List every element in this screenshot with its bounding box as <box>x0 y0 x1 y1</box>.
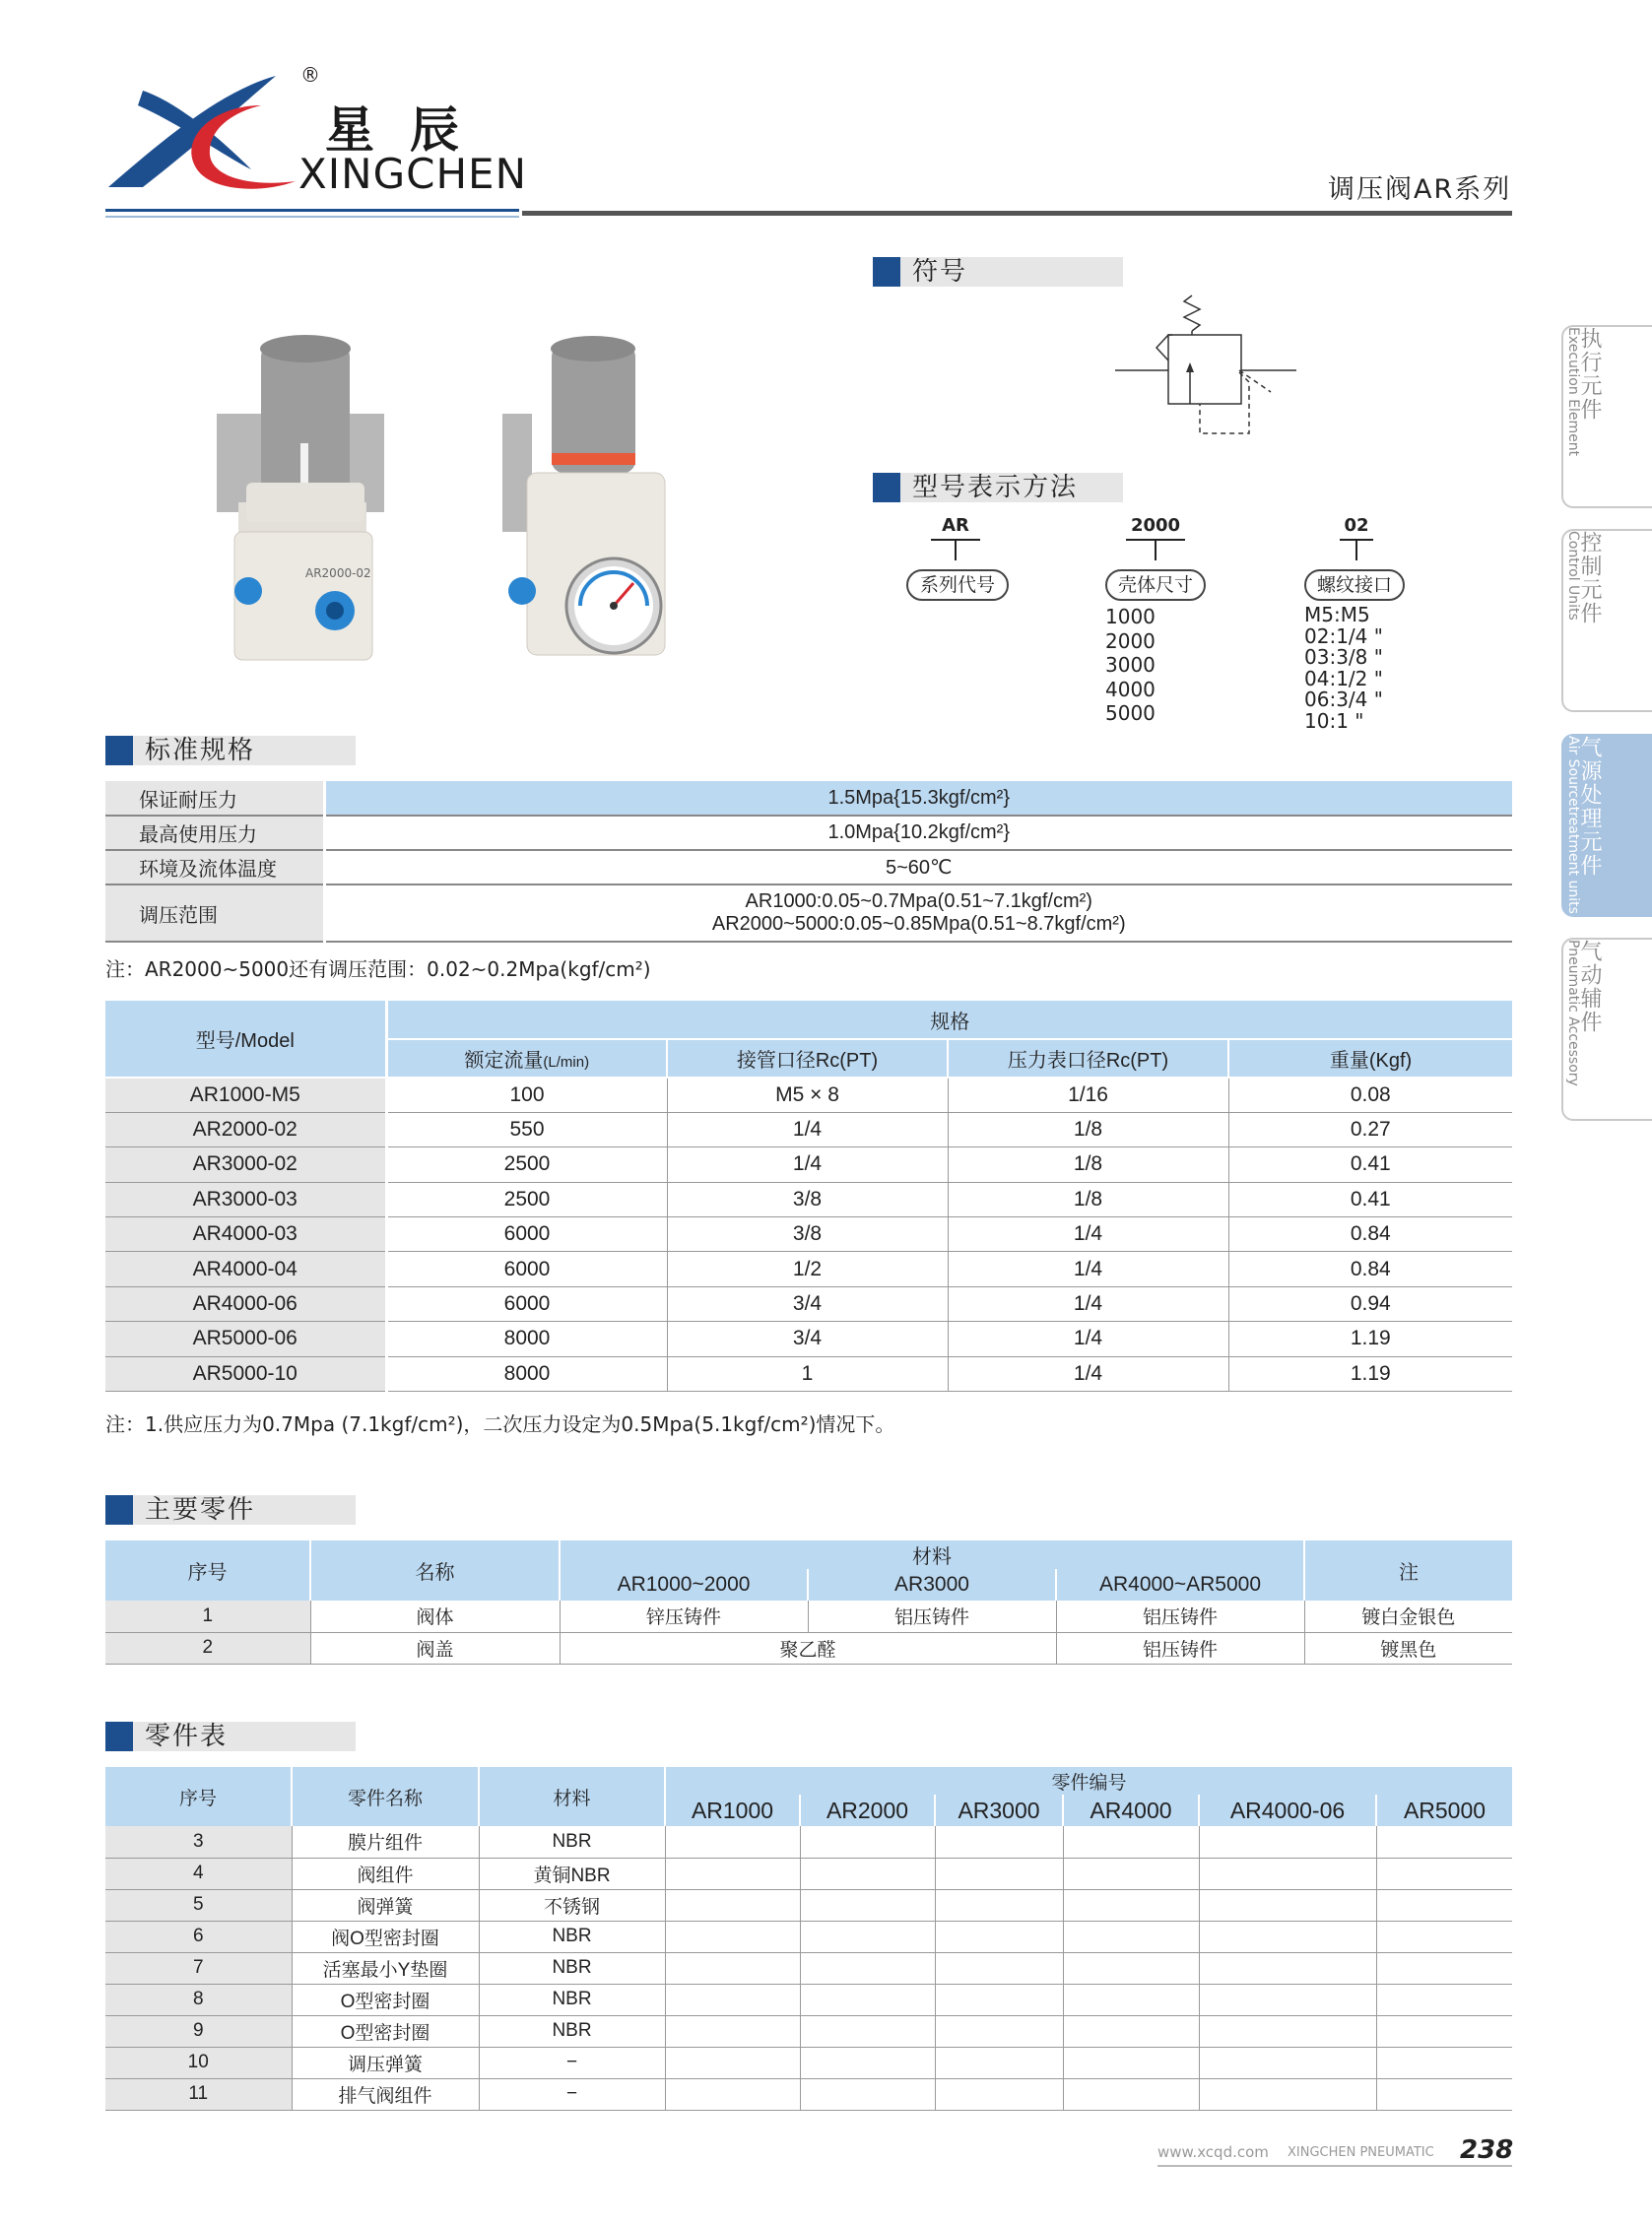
col-header-flow <box>386 1039 667 1078</box>
cell-part-no <box>935 1858 1063 1889</box>
section-header-spec <box>105 736 356 765</box>
cell-part-no <box>1199 1921 1376 1952</box>
product-image-regulator-bracket <box>187 325 414 670</box>
side-tab-label-en: Control Units <box>1565 531 1581 621</box>
option: M5:M5 <box>1304 603 1370 626</box>
section-header-symbol <box>873 257 1123 287</box>
header-rule <box>105 209 519 212</box>
section-marker <box>105 1495 133 1525</box>
cell-weight: 0.27 <box>1228 1112 1512 1146</box>
table-row <box>105 1147 1512 1182</box>
cell-part-no <box>800 2015 935 2047</box>
cell-part-no <box>1063 1858 1199 1889</box>
option: 1000 <box>1105 605 1156 628</box>
cell-no: 6 <box>105 1921 292 1952</box>
cell-gauge: 1/8 <box>948 1182 1228 1216</box>
cell-part-no <box>800 1984 935 2015</box>
col-header-name: 名称 <box>310 1540 560 1601</box>
section-title: 型号表示方法 <box>912 473 1079 502</box>
cell-port: 3/8 <box>667 1182 948 1216</box>
cell-part-no <box>1376 2015 1512 2047</box>
flow-label: 额定流量 <box>464 1050 544 1072</box>
cell-name: 阀弹簧 <box>292 1889 479 1921</box>
spec-table <box>105 781 1512 943</box>
col-header-name: 零件名称 <box>292 1767 479 1826</box>
cell-part-no <box>1199 1826 1376 1858</box>
cell-part-no <box>1199 2015 1376 2047</box>
cell-part-no <box>1199 2078 1376 2110</box>
col-header-material: 材料 <box>560 1540 1304 1569</box>
section-marker <box>873 473 900 502</box>
side-tab-label: 气源处理元件 <box>1577 736 1602 878</box>
table-row <box>105 1858 1512 1889</box>
cell-part-no <box>665 1921 800 1952</box>
footer-company: XINGCHEN PNEUMATIC <box>1288 2145 1434 2160</box>
cell-part-no <box>935 2015 1063 2047</box>
cell-weight: 0.84 <box>1228 1252 1512 1286</box>
cell-gauge: 1/4 <box>948 1217 1228 1252</box>
table-row <box>105 781 1512 816</box>
cell-part-no <box>1063 1889 1199 1921</box>
model-code-thread-options <box>1304 605 1383 732</box>
table-row <box>105 2015 1512 2047</box>
cell-part-no <box>665 1858 800 1889</box>
spec-value-line: AR2000~5000:0.05~0.85Mpa(0.51~8.7kgf/cm²) <box>711 913 1126 935</box>
col-header-no: 序号 <box>105 1540 310 1601</box>
cell-part-no <box>1063 2047 1199 2078</box>
col-header-material-sub: AR1000~2000 <box>560 1569 808 1601</box>
model-code-label-size: 壳体尺寸 <box>1105 569 1206 601</box>
cell-name: O型密封圈 <box>292 2015 479 2047</box>
side-tab-air-source[interactable] <box>1561 734 1652 917</box>
section-title: 零件表 <box>145 1722 229 1751</box>
model-code-connector <box>1155 541 1156 560</box>
model-code-label-series: 系列代号 <box>906 569 1009 601</box>
cell-name: 调压弹簧 <box>292 2047 479 2078</box>
model-code-connector <box>1355 541 1357 560</box>
cell-port: 1 <box>667 1356 948 1391</box>
cell-part-no <box>1376 1826 1512 1858</box>
cell-part-no <box>1199 1858 1376 1889</box>
option: 3000 <box>1105 653 1156 677</box>
table-row <box>105 1182 1512 1216</box>
spec-key: 环境及流体温度 <box>105 850 324 884</box>
col-header-model: AR4000-06 <box>1199 1795 1376 1826</box>
cell-name: 阀组件 <box>292 1858 479 1889</box>
cell-no: 1 <box>105 1601 310 1632</box>
cell-weight: 0.41 <box>1228 1147 1512 1182</box>
regulator-symbol-icon <box>1113 294 1300 441</box>
cell-part-no <box>935 2078 1063 2110</box>
cell-port: 1/4 <box>667 1112 948 1146</box>
section-marker <box>105 736 133 765</box>
table-row <box>105 1078 1512 1112</box>
product-model-label: AR2000-02 <box>305 566 371 580</box>
cell-part-no <box>1199 1984 1376 2015</box>
cell-flow: 8000 <box>386 1356 667 1391</box>
cell-gauge: 1/8 <box>948 1147 1228 1182</box>
side-tab-execution[interactable] <box>1561 325 1652 508</box>
col-header-port: 接管口径Rc(PT) <box>667 1039 948 1078</box>
cell-port: 1/4 <box>667 1147 948 1182</box>
footer-rule <box>1157 2165 1512 2167</box>
spec-value <box>324 884 1512 942</box>
cell-part-no <box>665 2047 800 2078</box>
col-header-weight: 重量(Kgf) <box>1228 1039 1512 1078</box>
model-code-size: 2000 <box>1130 515 1181 536</box>
table-row <box>105 1286 1512 1321</box>
col-header-model: AR4000 <box>1063 1795 1199 1826</box>
spec-note: 注：AR2000~5000还有调压范围：0.02~0.2Mpa(kgf/cm²) <box>105 957 651 981</box>
cell-no: 5 <box>105 1889 292 1921</box>
cell-part-no <box>800 2078 935 2110</box>
cell-material: NBR <box>479 1984 665 2015</box>
table-row <box>105 1322 1512 1356</box>
cell-weight: 0.84 <box>1228 1217 1512 1252</box>
cell-no: 3 <box>105 1826 292 1858</box>
cell-material: 铝压铸件 <box>808 1601 1056 1632</box>
cell-model: AR4000-03 <box>105 1217 386 1252</box>
cell-port: 3/4 <box>667 1322 948 1356</box>
col-header-model: AR5000 <box>1376 1795 1512 1826</box>
cell-model: AR2000-02 <box>105 1112 386 1146</box>
model-code-thread: 02 <box>1344 515 1369 536</box>
col-header-spec: 规格 <box>386 1001 1512 1039</box>
cell-no: 10 <box>105 2047 292 2078</box>
cell-part-no <box>1063 1984 1199 2015</box>
cell-part-no <box>665 1826 800 1858</box>
cell-part-no <box>800 1826 935 1858</box>
cell-port: 3/4 <box>667 1286 948 1321</box>
cell-flow: 100 <box>386 1078 667 1112</box>
model-code-connector <box>955 541 957 560</box>
section-header-model-code <box>873 473 1123 502</box>
cell-material: 铝压铸件 <box>1056 1601 1304 1632</box>
spec-key: 调压范围 <box>105 884 324 942</box>
cell-flow: 8000 <box>386 1322 667 1356</box>
cell-part-no <box>935 1889 1063 1921</box>
cell-material: NBR <box>479 1952 665 1984</box>
cell-material: 铝压铸件 <box>1056 1632 1304 1664</box>
cell-material: 聚乙醛 <box>560 1632 1056 1664</box>
cell-part-no <box>800 1858 935 1889</box>
cell-flow: 6000 <box>386 1217 667 1252</box>
cell-port: 1/2 <box>667 1252 948 1286</box>
cell-model: AR3000-03 <box>105 1182 386 1216</box>
cell-name: O型密封圈 <box>292 1984 479 2015</box>
cell-material: − <box>479 2047 665 2078</box>
cell-weight: 1.19 <box>1228 1356 1512 1391</box>
models-table <box>105 1001 1512 1392</box>
cell-name: 阀盖 <box>310 1632 560 1664</box>
cell-gauge: 1/4 <box>948 1252 1228 1286</box>
series-title: 调压阀AR系列 <box>1328 174 1512 205</box>
model-code-label-thread: 螺纹接口 <box>1304 569 1405 601</box>
cell-note: 镀黑色 <box>1304 1632 1512 1664</box>
table-row <box>105 1252 1512 1286</box>
header-rule <box>105 216 519 218</box>
side-tab-label: 气动辅件 <box>1577 940 1602 1034</box>
side-tab-label-en: Pneumatic Accessory <box>1565 940 1581 1086</box>
cell-no: 11 <box>105 2078 292 2110</box>
cell-part-no <box>1376 2047 1512 2078</box>
table-row <box>105 1217 1512 1252</box>
cell-note: 镀白金银色 <box>1304 1601 1512 1632</box>
cell-part-no <box>665 2015 800 2047</box>
cell-weight: 0.94 <box>1228 1286 1512 1321</box>
table-row <box>105 2078 1512 2110</box>
section-header-parts-list <box>105 1722 356 1751</box>
spec-value: 5~60℃ <box>324 850 1512 884</box>
section-header-main-parts <box>105 1495 356 1525</box>
cell-part-no <box>935 2047 1063 2078</box>
product-image-regulator-gauge <box>497 325 704 670</box>
option: 4000 <box>1105 677 1156 701</box>
cell-weight: 1.19 <box>1228 1322 1512 1356</box>
cell-material: NBR <box>479 1826 665 1858</box>
col-header-model: 型号/Model <box>105 1001 386 1078</box>
cell-material: 不锈钢 <box>479 1889 665 1921</box>
col-header-material-sub: AR3000 <box>808 1569 1056 1601</box>
cell-name: 膜片组件 <box>292 1826 479 1858</box>
cell-name: 排气阀组件 <box>292 2078 479 2110</box>
option: 04:1/2 " <box>1304 666 1383 690</box>
flow-unit: (L/min) <box>543 1054 590 1071</box>
page-number: 238 <box>1460 2135 1514 2165</box>
main-parts-table <box>105 1540 1512 1665</box>
side-tab-label-en: Execution Element <box>1565 327 1581 457</box>
table-row <box>105 1952 1512 1984</box>
cell-part-no <box>935 1826 1063 1858</box>
cell-material: 黄铜NBR <box>479 1858 665 1889</box>
section-marker <box>105 1722 133 1751</box>
cell-part-no <box>800 1952 935 1984</box>
cell-part-no <box>1063 1921 1199 1952</box>
cell-material: − <box>479 2078 665 2110</box>
footer-url[interactable]: www.xcqd.com <box>1157 2143 1269 2161</box>
col-header-model: AR3000 <box>935 1795 1063 1826</box>
table-row <box>105 1601 1512 1632</box>
cell-part-no <box>1063 2078 1199 2110</box>
cell-model: AR3000-02 <box>105 1147 386 1182</box>
col-header-gauge: 压力表口径Rc(PT) <box>948 1039 1228 1078</box>
spec-value-line: AR1000:0.05~0.7Mpa(0.51~7.1kgf/cm²) <box>745 890 1092 912</box>
option: 02:1/4 " <box>1304 623 1383 648</box>
cell-gauge: 1/16 <box>948 1078 1228 1112</box>
section-title: 符号 <box>912 257 968 287</box>
table-row <box>105 1356 1512 1391</box>
header-rule <box>522 211 1512 216</box>
cell-material: 锌压铸件 <box>560 1601 808 1632</box>
table-row <box>105 1632 1512 1664</box>
cell-part-no <box>665 2078 800 2110</box>
cell-model: AR4000-06 <box>105 1286 386 1321</box>
cell-flow: 2500 <box>386 1147 667 1182</box>
cell-flow: 2500 <box>386 1182 667 1216</box>
side-tab-label: 控制元件 <box>1577 531 1602 625</box>
cell-part-no <box>1376 1889 1512 1921</box>
col-header-material-sub: AR4000~AR5000 <box>1056 1569 1304 1601</box>
cell-part-no <box>1376 1952 1512 1984</box>
cell-part-no <box>665 1889 800 1921</box>
table-row <box>105 1889 1512 1921</box>
cell-gauge: 1/4 <box>948 1322 1228 1356</box>
brand-name-cn: 星辰 <box>325 101 495 159</box>
cell-part-no <box>1063 1826 1199 1858</box>
cell-flow: 6000 <box>386 1252 667 1286</box>
section-title: 标准规格 <box>145 736 256 765</box>
cell-material: NBR <box>479 1921 665 1952</box>
cell-no: 7 <box>105 1952 292 1984</box>
cell-part-no <box>935 1984 1063 2015</box>
side-tab-label: 执行元件 <box>1577 327 1602 422</box>
cell-weight: 0.08 <box>1228 1078 1512 1112</box>
cell-part-no <box>665 1984 800 2015</box>
table-row <box>105 2047 1512 2078</box>
table-row <box>105 850 1512 884</box>
cell-part-no <box>935 1952 1063 1984</box>
table-header-row <box>105 1001 1512 1039</box>
option: 2000 <box>1105 628 1156 653</box>
brand-name-en: XINGCHEN <box>298 150 527 198</box>
col-header-material: 材料 <box>479 1767 665 1826</box>
col-header-part-no: 零件编号 <box>665 1767 1512 1795</box>
table-header-row <box>105 1767 1512 1795</box>
cell-part-no <box>1376 2078 1512 2110</box>
section-title: 主要零件 <box>145 1495 256 1525</box>
cell-material: NBR <box>479 2015 665 2047</box>
cell-part-no <box>1199 1889 1376 1921</box>
table-row <box>105 884 1512 942</box>
spec-value: 1.5Mpa{15.3kgf/cm²} <box>324 781 1512 816</box>
option: 5000 <box>1105 701 1156 725</box>
model-code-series: AR <box>942 515 969 536</box>
cell-gauge: 1/8 <box>948 1112 1228 1146</box>
cell-no: 2 <box>105 1632 310 1664</box>
cell-name: 阀体 <box>310 1601 560 1632</box>
cell-port: M5 × 8 <box>667 1078 948 1112</box>
cell-name: 阀O型密封圈 <box>292 1921 479 1952</box>
table-row <box>105 816 1512 850</box>
option: 03:3/8 " <box>1304 645 1383 669</box>
cell-part-no <box>1376 1921 1512 1952</box>
cell-name: 活塞最小Y垫圈 <box>292 1952 479 1984</box>
col-header-no: 序号 <box>105 1767 292 1826</box>
table-header-row <box>105 1540 1512 1569</box>
cell-part-no <box>665 1952 800 1984</box>
cell-gauge: 1/4 <box>948 1286 1228 1321</box>
cell-part-no <box>800 1889 935 1921</box>
cell-model: AR1000-M5 <box>105 1078 386 1112</box>
spec-key: 保证耐压力 <box>105 781 324 816</box>
cell-model: AR4000-04 <box>105 1252 386 1286</box>
model-code-size-options <box>1105 605 1156 726</box>
cell-part-no <box>1376 1858 1512 1889</box>
option: 06:3/4 " <box>1304 687 1383 711</box>
side-tab-control[interactable] <box>1561 529 1652 712</box>
cell-flow: 6000 <box>386 1286 667 1321</box>
table-row <box>105 1112 1512 1146</box>
models-note: 注：1.供应压力为0.7Mpa (7.1kgf/cm²)，二次压力设定为0.5Mpa(5.1kgf/cm²)情况下。 <box>105 1412 895 1436</box>
cell-part-no <box>800 2047 935 2078</box>
cell-flow: 550 <box>386 1112 667 1146</box>
cell-part-no <box>1063 1952 1199 1984</box>
col-header-model: AR1000 <box>665 1795 800 1826</box>
spec-value: 1.0Mpa{10.2kgf/cm²} <box>324 816 1512 850</box>
cell-no: 4 <box>105 1858 292 1889</box>
section-marker <box>873 257 900 287</box>
side-tab-accessory[interactable] <box>1561 938 1652 1121</box>
cell-model: AR5000-06 <box>105 1322 386 1356</box>
registered-mark: ® <box>300 63 320 87</box>
cell-part-no <box>1376 1984 1512 2015</box>
parts-list-table <box>105 1767 1512 2111</box>
cell-part-no <box>1199 2047 1376 2078</box>
cell-part-no <box>1063 2015 1199 2047</box>
cell-weight: 0.41 <box>1228 1182 1512 1216</box>
col-header-note: 注 <box>1304 1540 1512 1601</box>
spec-key: 最高使用压力 <box>105 816 324 850</box>
option: 10:1 " <box>1304 708 1364 733</box>
cell-no: 8 <box>105 1984 292 2015</box>
cell-port: 3/8 <box>667 1217 948 1252</box>
cell-model: AR5000-10 <box>105 1356 386 1391</box>
cell-part-no <box>935 1921 1063 1952</box>
side-tab-label-en: Air Sourcetreatment units <box>1565 736 1581 914</box>
col-header-model: AR2000 <box>800 1795 935 1826</box>
cell-part-no <box>1199 1952 1376 1984</box>
table-row <box>105 1984 1512 2015</box>
table-row <box>105 1921 1512 1952</box>
cell-gauge: 1/4 <box>948 1356 1228 1391</box>
cell-part-no <box>800 1921 935 1952</box>
cell-no: 9 <box>105 2015 292 2047</box>
table-row <box>105 1826 1512 1858</box>
